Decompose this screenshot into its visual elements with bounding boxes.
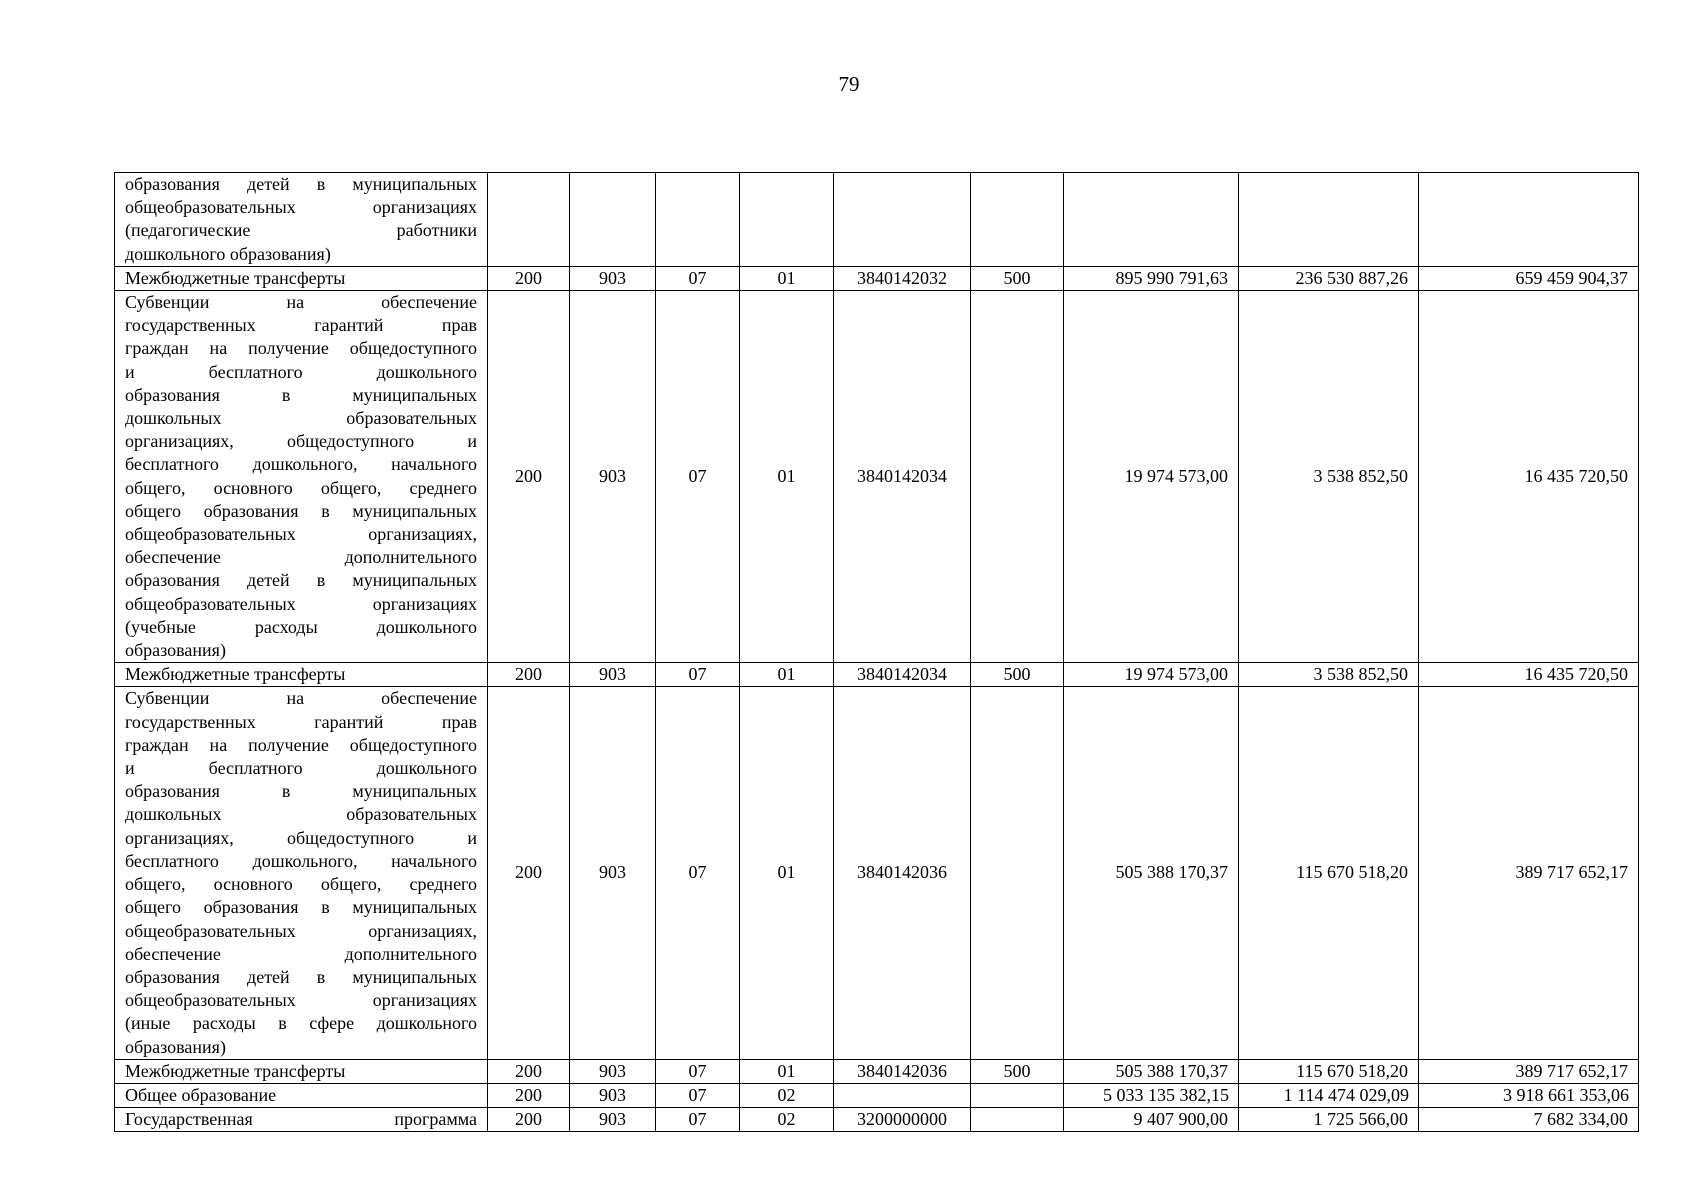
kvsr-cell: 200: [488, 266, 570, 290]
section-cell: 07: [656, 1059, 740, 1083]
executed-amount-cell: [1239, 173, 1419, 267]
expense-name-line: общеобразовательных организациях: [125, 197, 477, 218]
expense-name-line: граждан на получение общедоступного: [125, 338, 477, 359]
expense-name-line: образования в муниципальных: [125, 781, 477, 802]
expense-name-line: государственных гарантий прав: [125, 711, 477, 732]
subsection-cell: 01: [740, 687, 834, 1059]
expense-name-line: Государственная программа: [125, 1109, 477, 1130]
table-row: [115, 1083, 1639, 1107]
target-article-cell: [834, 1083, 971, 1107]
grbs-cell: 903: [570, 1108, 656, 1132]
expense-name-cell: [115, 1059, 488, 1083]
kvsr-cell: 200: [488, 291, 570, 663]
expense-name-line: Субвенции на обеспечение: [125, 688, 477, 709]
expense-name-line: Межбюджетные трансферты: [125, 664, 346, 685]
executed-amount-cell: 3 538 852,50: [1239, 663, 1419, 687]
target-article-cell: 3840142034: [834, 291, 971, 663]
expense-name-line: государственных гарантий прав: [125, 315, 477, 336]
page-number: 79: [838, 72, 860, 96]
remaining-amount-cell: 389 717 652,17: [1419, 1059, 1639, 1083]
expense-name-line: (педагогические работники: [125, 220, 477, 241]
expense-name-line: обеспечение дополнительного: [125, 943, 477, 964]
expense-name-line: (учебные расходы дошкольного: [125, 616, 477, 637]
grbs-cell: 903: [570, 1083, 656, 1107]
grbs-cell: 903: [570, 1059, 656, 1083]
subsection-cell: 02: [740, 1108, 834, 1132]
executed-amount-cell: 1 725 566,00: [1239, 1108, 1419, 1132]
expense-name-line: образования детей в муниципальных: [125, 570, 477, 591]
expense-name-line: общего, основного общего, среднего: [125, 477, 477, 498]
section-cell: 07: [656, 1083, 740, 1107]
expense-type-cell: [971, 687, 1064, 1059]
table-row: [115, 266, 1639, 290]
expense-type-cell: 500: [971, 663, 1064, 687]
expense-name-line: общего образования в муниципальных: [125, 500, 477, 521]
grbs-cell: 903: [570, 687, 656, 1059]
table-row: [115, 173, 1639, 267]
table-row: [115, 663, 1639, 687]
table-row: [115, 687, 1639, 1059]
expense-name-line: (иные расходы в сфере дошкольного: [125, 1013, 477, 1034]
subsection-cell: 01: [740, 266, 834, 290]
kvsr-cell: 200: [488, 1083, 570, 1107]
expense-name-line: Общее образование: [125, 1084, 277, 1105]
expense-name-line: обеспечение дополнительного: [125, 547, 477, 568]
expense-name-cell: [115, 266, 488, 290]
subsection-cell: 01: [740, 291, 834, 663]
expense-name-line: и бесплатного дошкольного: [125, 361, 477, 382]
target-article-cell: 3840142032: [834, 266, 971, 290]
expense-type-cell: [971, 1108, 1064, 1132]
expense-name-line: общего, основного общего, среднего: [125, 874, 477, 895]
expense-name-line: Субвенции на обеспечение: [125, 292, 477, 313]
expense-name-cell: [115, 663, 488, 687]
kvsr-cell: 200: [488, 1059, 570, 1083]
subsection-cell: 02: [740, 1083, 834, 1107]
expense-name-line: общего образования в муниципальных: [125, 897, 477, 918]
expense-name-line: дошкольных образовательных: [125, 804, 477, 825]
approved-amount-cell: 5 033 135 382,15: [1064, 1083, 1239, 1107]
expense-name-cell: [115, 687, 488, 1059]
section-cell: 07: [656, 687, 740, 1059]
expense-type-cell: [971, 291, 1064, 663]
table-body: [115, 173, 1639, 1132]
approved-amount-cell: 9 407 900,00: [1064, 1108, 1239, 1132]
target-article-cell: 3840142034: [834, 663, 971, 687]
expense-name-line: организациях, общедоступного и: [125, 827, 477, 848]
approved-amount-cell: 19 974 573,00: [1064, 663, 1239, 687]
section-cell: 07: [656, 291, 740, 663]
section-cell: [656, 173, 740, 267]
expense-name-cell: [115, 173, 488, 267]
executed-amount-cell: 115 670 518,20: [1239, 687, 1419, 1059]
table-row: [115, 1108, 1639, 1132]
target-article-cell: [834, 173, 971, 267]
kvsr-cell: 200: [488, 1108, 570, 1132]
remaining-amount-cell: 3 918 661 353,06: [1419, 1083, 1639, 1107]
expense-name-line: бесплатного дошкольного, начального: [125, 850, 477, 871]
approved-amount-cell: [1064, 173, 1239, 267]
expense-name-line: образования детей в муниципальных: [125, 966, 477, 987]
executed-amount-cell: 115 670 518,20: [1239, 1059, 1419, 1083]
subsection-cell: [740, 173, 834, 267]
expense-name-cell: [115, 1108, 488, 1132]
expense-name-line: и бесплатного дошкольного: [125, 758, 477, 779]
expense-name-line: общеобразовательных организациях: [125, 990, 477, 1011]
kvsr-cell: 200: [488, 687, 570, 1059]
approved-amount-cell: 505 388 170,37: [1064, 687, 1239, 1059]
expense-name-line: общеобразовательных организациях,: [125, 920, 477, 941]
section-cell: 07: [656, 663, 740, 687]
expense-name-line: организациях, общедоступного и: [125, 431, 477, 452]
budget-table: [114, 172, 1639, 1132]
expense-name-line: дошкольного образования): [125, 243, 331, 264]
expense-name-cell: [115, 1083, 488, 1107]
remaining-amount-cell: 7 682 334,00: [1419, 1108, 1639, 1132]
target-article-cell: 3200000000: [834, 1108, 971, 1132]
approved-amount-cell: 895 990 791,63: [1064, 266, 1239, 290]
expense-name-line: общеобразовательных организациях: [125, 593, 477, 614]
remaining-amount-cell: 16 435 720,50: [1419, 663, 1639, 687]
expense-name-line: Межбюджетные трансферты: [125, 1060, 346, 1081]
grbs-cell: 903: [570, 266, 656, 290]
expense-name-line: образования детей в муниципальных: [125, 174, 477, 194]
subsection-cell: 01: [740, 663, 834, 687]
remaining-amount-cell: [1419, 173, 1639, 267]
expense-name-cell: [115, 291, 488, 663]
kvsr-cell: [488, 173, 570, 267]
expense-name-line: граждан на получение общедоступного: [125, 734, 477, 755]
table-row: [115, 1059, 1639, 1083]
executed-amount-cell: 1 114 474 029,09: [1239, 1083, 1419, 1107]
executed-amount-cell: 236 530 887,26: [1239, 266, 1419, 290]
table-row: [115, 291, 1639, 663]
remaining-amount-cell: 389 717 652,17: [1419, 687, 1639, 1059]
kvsr-cell: 200: [488, 663, 570, 687]
section-cell: 07: [656, 1108, 740, 1132]
target-article-cell: 3840142036: [834, 687, 971, 1059]
section-cell: 07: [656, 266, 740, 290]
grbs-cell: 903: [570, 663, 656, 687]
target-article-cell: 3840142036: [834, 1059, 971, 1083]
remaining-amount-cell: 16 435 720,50: [1419, 291, 1639, 663]
executed-amount-cell: 3 538 852,50: [1239, 291, 1419, 663]
expense-name-line: дошкольных образовательных: [125, 408, 477, 429]
expense-name-line: образования в муниципальных: [125, 384, 477, 405]
expense-type-cell: 500: [971, 1059, 1064, 1083]
approved-amount-cell: 19 974 573,00: [1064, 291, 1239, 663]
expense-type-cell: 500: [971, 266, 1064, 290]
subsection-cell: 01: [740, 1059, 834, 1083]
grbs-cell: [570, 173, 656, 267]
expense-type-cell: [971, 173, 1064, 267]
expense-name-line: общеобразовательных организациях,: [125, 524, 477, 545]
expense-name-line: образования): [125, 1036, 226, 1057]
expense-name-line: Межбюджетные трансферты: [125, 267, 346, 288]
grbs-cell: 903: [570, 291, 656, 663]
approved-amount-cell: 505 388 170,37: [1064, 1059, 1239, 1083]
expense-name-line: образования): [125, 640, 226, 661]
remaining-amount-cell: 659 459 904,37: [1419, 266, 1639, 290]
expense-type-cell: [971, 1083, 1064, 1107]
expense-name-line: бесплатного дошкольного, начального: [125, 454, 477, 475]
